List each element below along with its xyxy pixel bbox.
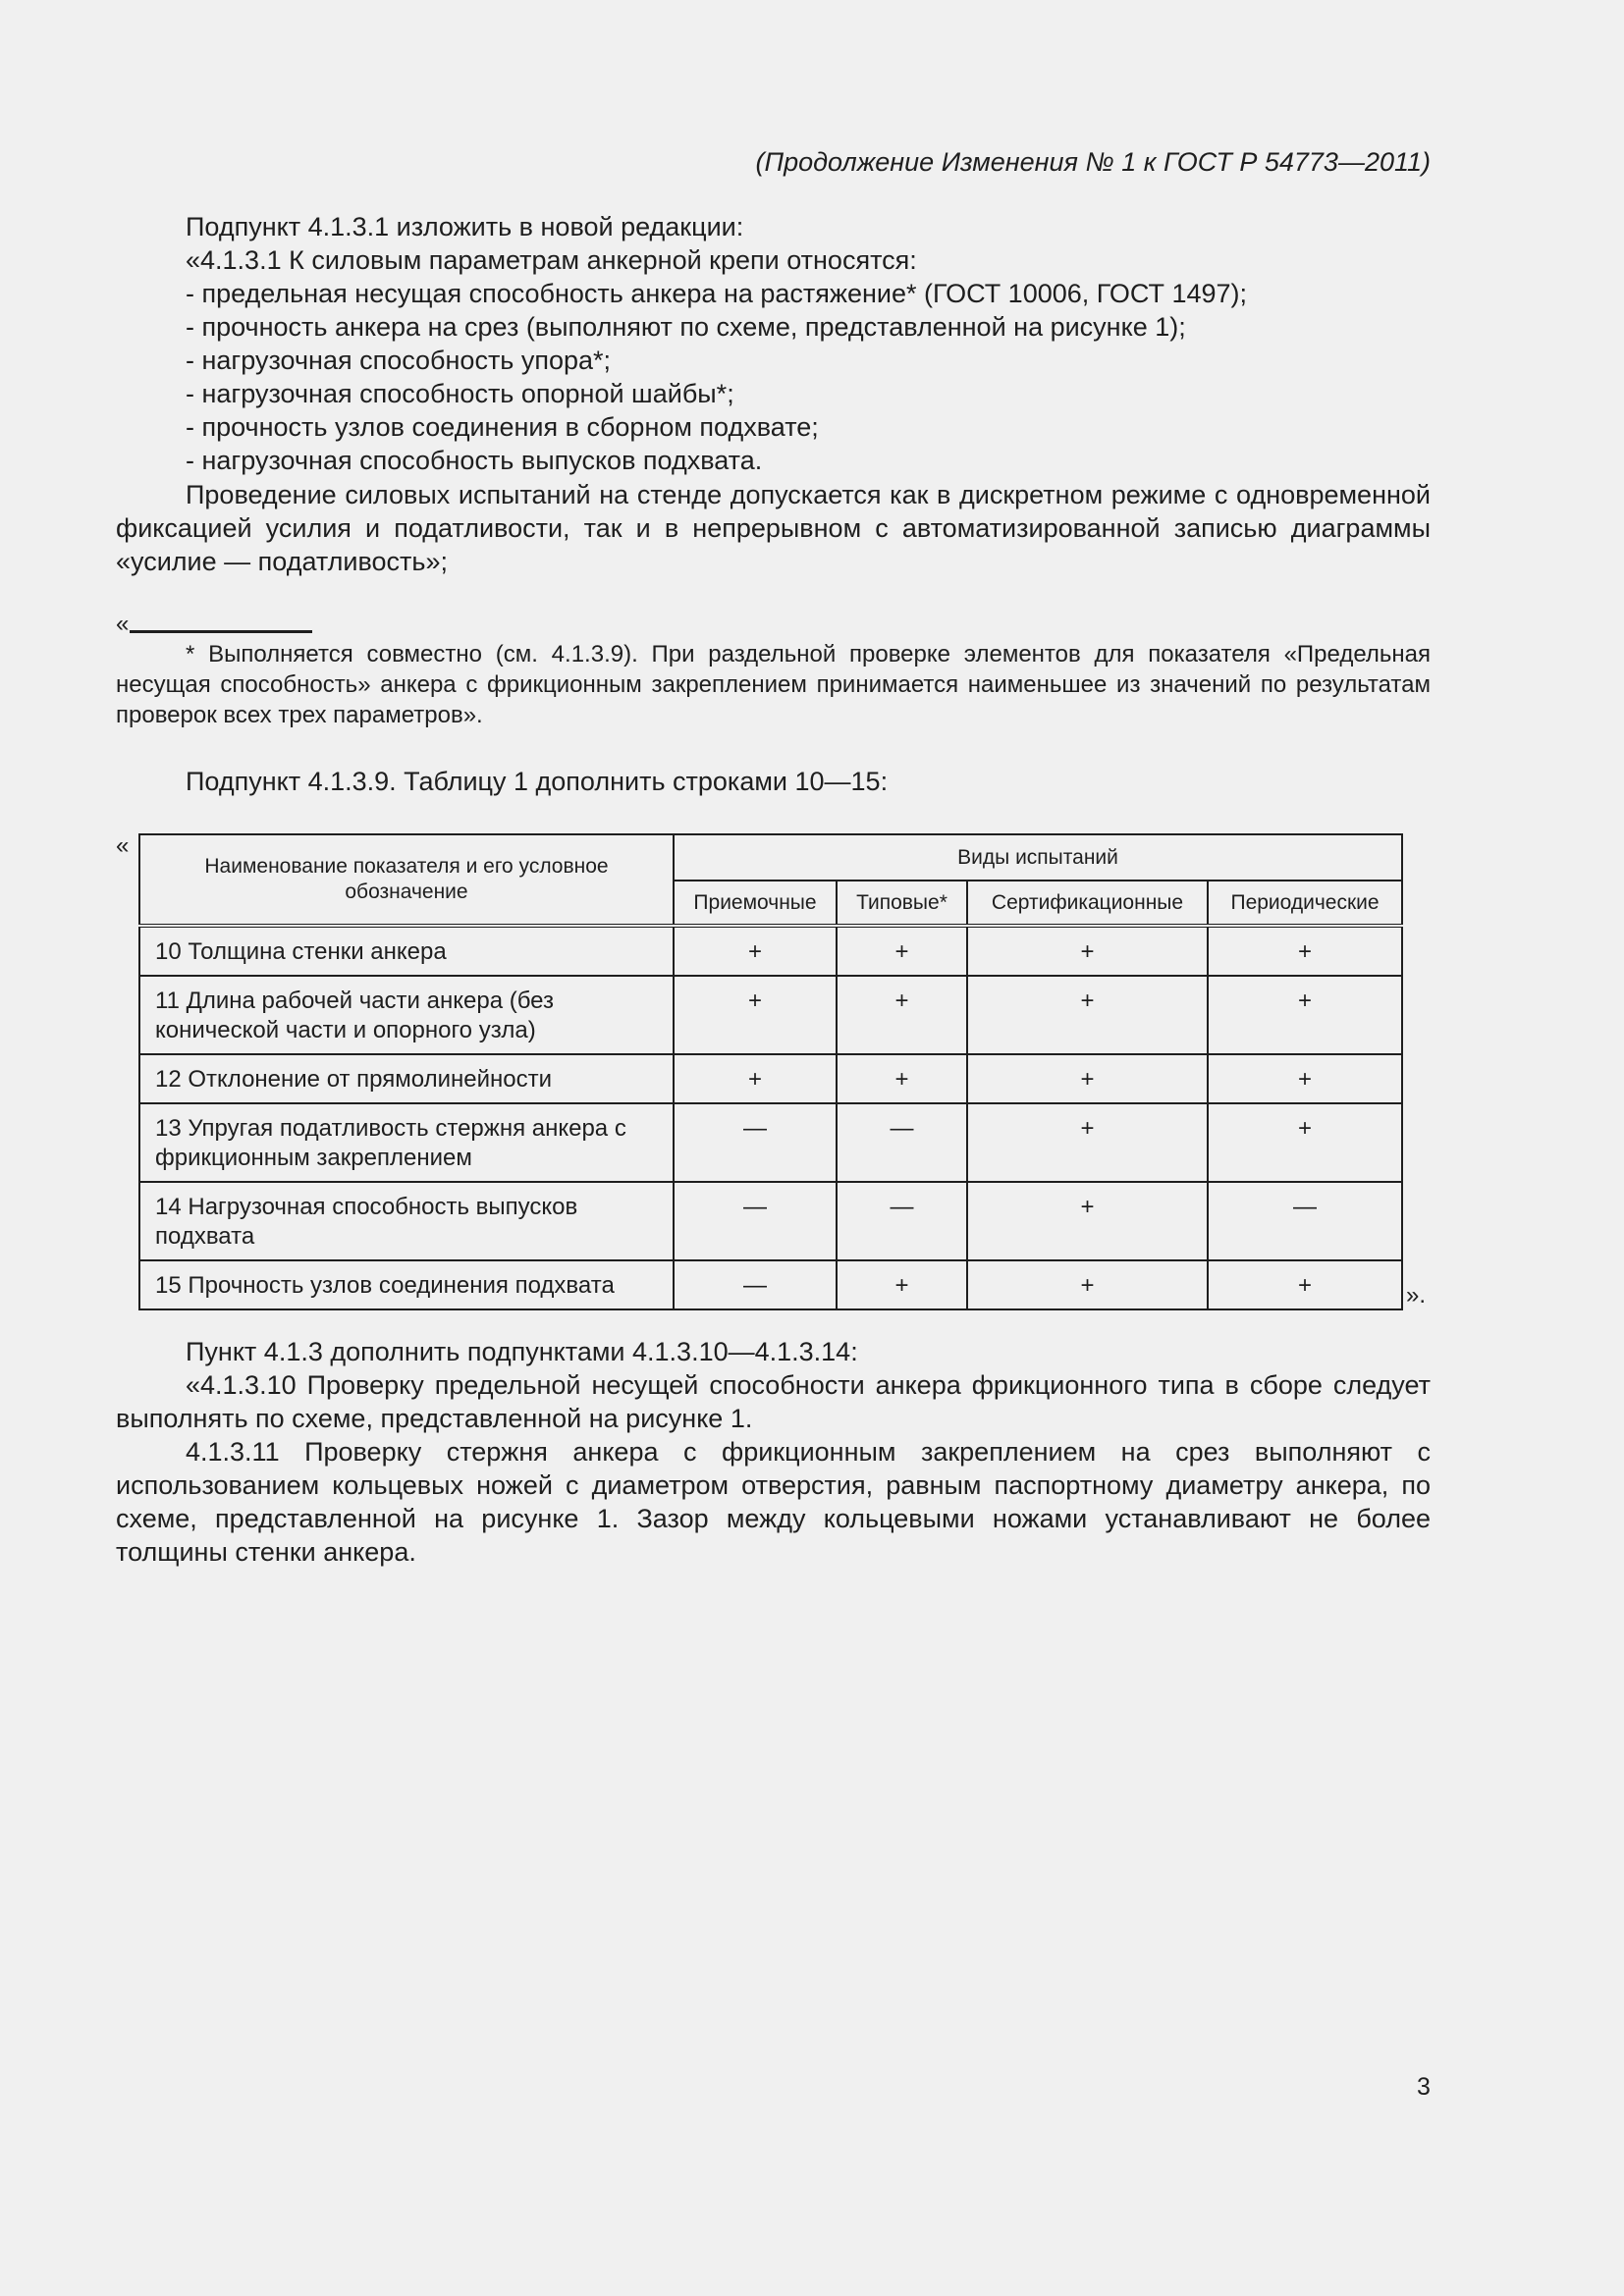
table-row [139,1182,1402,1260]
row-name-cell: 14 Нагрузочная способность выпусков подхвата [139,1182,674,1260]
mark-cell: + [674,1054,837,1103]
clause-4-1-3-1: «4.1.3.1 К силовым параметрам анкерной крепи относятся: [186,245,917,275]
column-header: Типовые* [837,881,967,926]
list-item: - прочность узлов соединения в сборном подхвате; [186,412,819,442]
mark-cell: — [1208,1182,1402,1260]
mark-cell: — [837,1103,967,1182]
table-row [139,976,1402,1054]
section3-intro: Пункт 4.1.3 дополнить подпунктами 4.1.3.10—4.1.3.14: [186,1337,858,1366]
mark-cell: — [674,1103,837,1182]
table-row [139,1260,1402,1309]
mark-cell: + [1208,1103,1402,1182]
clause-4-1-3-10: «4.1.3.10 Проверку предельной несущей способности анкера фрикционного типа в сборе следует выполнять по схеме, представленной на рисунке 1. [116,1370,1431,1433]
mark-cell: — [674,1182,837,1260]
list-item: - прочность анкера на срез (выполняют по схеме, представленной на рисунке 1); [186,312,1186,342]
mark-cell: — [837,1182,967,1260]
mark-cell: + [967,1260,1208,1309]
column-header: Периодические [1208,881,1402,926]
column-header: Приемочные [674,881,837,926]
table-row [139,1054,1402,1103]
footnote-text: * Выполняется совместно (см. 4.1.3.9). При раздельной проверке элементов для показателя «Предельная несущая способность» анкера с фрикционным закреплением принимается наименьшее из значений по результатам проверок всех трех параметров». [116,641,1431,728]
mark-cell: + [967,976,1208,1054]
list-item: - предельная несущая способность анкера на растяжение* (ГОСТ 10006, ГОСТ 1497); [186,279,1248,308]
mark-cell: + [837,1260,967,1309]
header-name-cell: Наименование показателя и его условное обозначение [139,834,674,926]
mark-cell: + [674,926,837,976]
mark-cell: + [837,1054,967,1103]
row-name-cell: 10 Толщина стенки анкера [139,926,674,976]
running-header: (Продолжение Изменения № 1 к ГОСТ Р 54773—2011) [755,147,1431,177]
section1-intro: Подпункт 4.1.3.1 изложить в новой редакции: [186,212,744,241]
mark-cell: + [967,926,1208,976]
row-name-cell: 15 Прочность узлов соединения подхвата [139,1260,674,1309]
page-number: 3 [1417,2073,1431,2101]
mark-cell: + [674,976,837,1054]
testing-paragraph: Проведение силовых испытаний на стенде допускается как в дискретном режиме с одновременной фиксацией усилия и податливости, так и в непрерывном с автоматизированной записью диаграммы «усилие — податливость»; [116,480,1431,576]
mark-cell: + [1208,1260,1402,1309]
clause-4-1-3-11: 4.1.3.11 Проверку стержня анкера с фрикционным закреплением на срез выполняют с использованием кольцевых ножей с диаметром отверстия, равным паспортному диаметру анкера, по схеме, представленной на рисунке 1. Зазор между кольцевыми ножами устанавливают не более толщины стенки анкера. [116,1437,1431,1567]
table-row [139,926,1402,976]
mark-cell: + [1208,1054,1402,1103]
footnote-separator [130,630,312,633]
table-close-quote: ». [1406,1282,1427,1308]
mark-cell: + [837,976,967,1054]
column-header: Сертификационные [967,881,1208,926]
list-item: - нагрузочная способность выпусков подхвата. [186,446,763,475]
table-row [139,1103,1402,1182]
mark-cell: + [837,926,967,976]
row-name-cell: 12 Отклонение от прямолинейности [139,1054,674,1103]
table-open-quote: « [116,832,130,859]
section2-intro: Подпункт 4.1.3.9. Таблицу 1 дополнить строками 10—15: [186,767,889,796]
mark-cell: + [967,1103,1208,1182]
tests-table [138,833,1403,1310]
mark-cell: + [1208,976,1402,1054]
list-item: - нагрузочная способность опорной шайбы*; [186,379,734,408]
mark-cell: + [967,1054,1208,1103]
list-item: - нагрузочная способность упора*; [186,346,612,375]
mark-cell: + [967,1182,1208,1260]
header-group-cell: Виды испытаний [674,834,1402,881]
mark-cell: — [674,1260,837,1309]
table-header-row [139,834,1402,881]
row-name-cell: 11 Длина рабочей части анкера (без конической части и опорного узла) [139,976,674,1054]
mark-cell: + [1208,926,1402,976]
row-name-cell: 13 Упругая податливость стержня анкера с фрикционным закреплением [139,1103,674,1182]
footnote-open-quote: « [116,611,130,637]
